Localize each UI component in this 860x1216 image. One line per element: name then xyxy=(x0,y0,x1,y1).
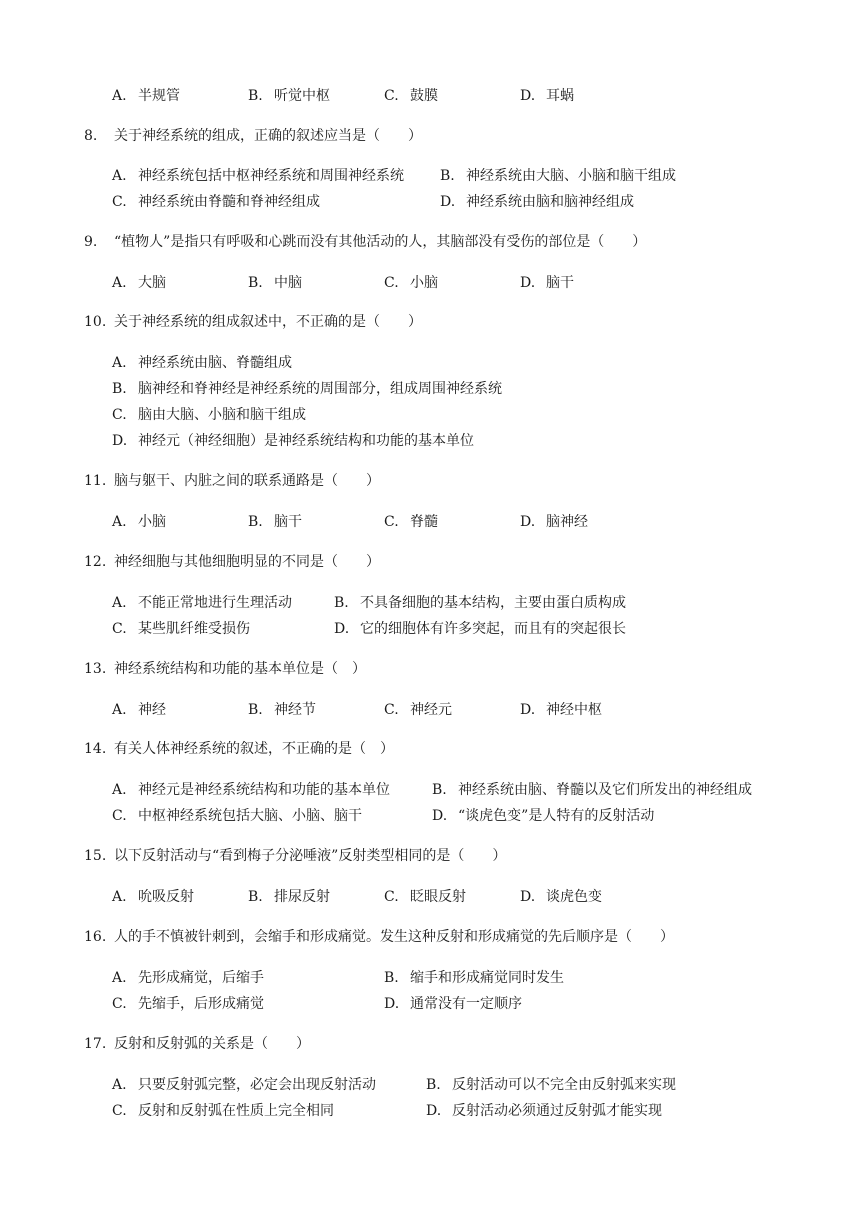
option-a: A. 先形成痛觉，后缩手 xyxy=(112,970,264,986)
option-a: A. 神经 xyxy=(112,702,166,718)
option-d: D. 谈虎色变 xyxy=(520,889,602,905)
option-b: B. 脑干 xyxy=(248,514,302,530)
question-14: 14. 有关人体神经系统的叙述，不正确的是（ ） xyxy=(84,741,394,757)
option-b: B. 神经系统由脑、脊髓以及它们所发出的神经组成 xyxy=(432,782,752,798)
option-a: A. 神经元是神经系统结构和功能的基本单位 xyxy=(112,782,390,798)
option-a: A. 只要反射弧完整，必定会出现反射活动 xyxy=(112,1077,376,1093)
option-d: D. 耳蜗 xyxy=(520,88,574,104)
option-b: B. 脑神经和脊神经是神经系统的周围部分，组成周围神经系统 xyxy=(112,381,502,397)
question-9: 9. “植物人”是指只有呼吸和心跳而没有其他活动的人，其脑部没有受伤的部位是（ ） xyxy=(84,234,647,250)
option-b: B. 听觉中枢 xyxy=(248,88,330,104)
option-a: A. 神经系统由脑、脊髓组成 xyxy=(112,355,292,371)
question-8: 8. 关于神经系统的组成，正确的叙述应当是（ ） xyxy=(84,128,422,144)
option-d: D. 脑干 xyxy=(520,275,574,291)
option-c: C. 先缩手，后形成痛觉 xyxy=(112,996,264,1012)
option-b: B. 反射活动可以不完全由反射弧来实现 xyxy=(426,1077,676,1093)
option-d: D. 神经系统由脑和脑神经组成 xyxy=(440,194,634,210)
option-c: C. 脊髓 xyxy=(384,514,438,530)
question-11: 11. 脑与躯干、内脏之间的联系通路是（ ） xyxy=(84,473,380,489)
question-17: 17. 反射和反射弧的关系是（ ） xyxy=(84,1036,310,1052)
question-12: 12. 神经细胞与其他细胞明显的不同是（ ） xyxy=(84,554,380,570)
question-16: 16. 人的手不慎被针刺到，会缩手和形成痛觉。发生这种反射和形成痛觉的先后顺序是（ ） xyxy=(84,929,674,945)
option-a: A. 小脑 xyxy=(112,514,166,530)
option-d: D. 通常没有一定顺序 xyxy=(384,996,522,1012)
option-b: B. 缩手和形成痛觉同时发生 xyxy=(384,970,564,986)
option-c: C. 小脑 xyxy=(384,275,438,291)
option-a: A. 大脑 xyxy=(112,275,166,291)
option-d: D. 反射活动必须通过反射弧才能实现 xyxy=(426,1103,662,1119)
question-15: 15. 以下反射活动与“看到梅子分泌唾液”反射类型相同的是（ ） xyxy=(84,848,507,864)
option-c: C. 神经元 xyxy=(384,702,452,718)
option-c: C. 反射和反射弧在性质上完全相同 xyxy=(112,1103,334,1119)
option-b: B. 排尿反射 xyxy=(248,889,330,905)
option-b: B. 中脑 xyxy=(248,275,302,291)
option-a: A. 半规管 xyxy=(112,88,180,104)
option-c: C. 神经系统由脊髓和脊神经组成 xyxy=(112,194,320,210)
option-c: C. 鼓膜 xyxy=(384,88,438,104)
option-a: A. 吮吸反射 xyxy=(112,889,194,905)
option-a: A. 神经系统包括中枢神经系统和周围神经系统 xyxy=(112,168,404,184)
question-10: 10. 关于神经系统的组成叙述中，不正确的是（ ） xyxy=(84,314,422,330)
option-d: D. 神经中枢 xyxy=(520,702,602,718)
option-b: B. 不具备细胞的基本结构，主要由蛋白质构成 xyxy=(334,595,626,611)
option-d: D. “谈虎色变”是人特有的反射活动 xyxy=(432,808,655,824)
option-d: D. 它的细胞体有许多突起，而且有的突起很长 xyxy=(334,621,626,637)
option-b: B. 神经节 xyxy=(248,702,316,718)
option-a: A. 不能正常地进行生理活动 xyxy=(112,595,292,611)
option-d: D. 脑神经 xyxy=(520,514,588,530)
question-13: 13. 神经系统结构和功能的基本单位是（ ） xyxy=(84,661,366,677)
option-c: C. 脑由大脑、小脑和脑干组成 xyxy=(112,407,306,423)
option-c: C. 某些肌纤维受损伤 xyxy=(112,621,250,637)
option-b: B. 神经系统由大脑、小脑和脑干组成 xyxy=(440,168,676,184)
option-d: D. 神经元（神经细胞）是神经系统结构和功能的基本单位 xyxy=(112,433,474,449)
option-c: C. 中枢神经系统包括大脑、小脑、脑干 xyxy=(112,808,362,824)
option-c: C. 眨眼反射 xyxy=(384,889,466,905)
